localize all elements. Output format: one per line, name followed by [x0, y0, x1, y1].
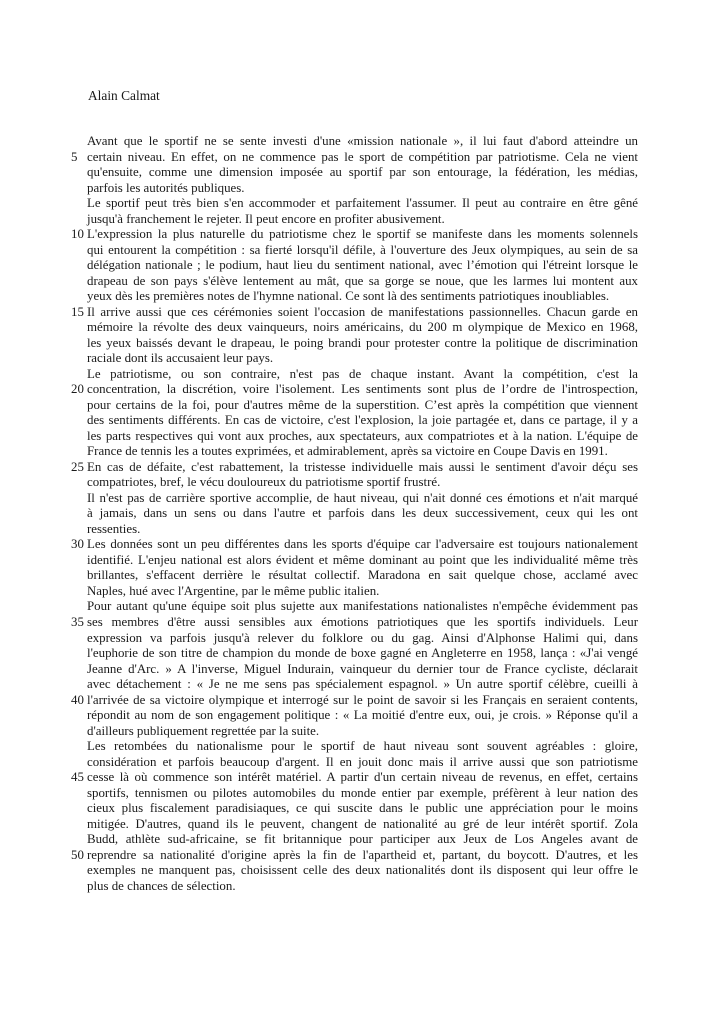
line-text: parfois les autorités publiques.	[87, 180, 245, 195]
line-text: à jamais, dans un sens ou dans l'autre et parfois dans les deux successivement, ceux qui les ont	[87, 506, 638, 521]
line-text: expression va parfois jusqu'à relever du folklore ou du gag. Ainsi d'Alphonse Halimi qui, dans	[87, 630, 638, 645]
line-text: concentration, la discrétion, voire l'isolement. Les sentiments sont plus de l’ordre de l'introspection,	[87, 382, 638, 397]
text-line	[0, 553, 724, 569]
line-text: Les données sont un peu différentes dans les sports d'équipe car l'adversaire est toujours nationalement	[87, 537, 638, 552]
line-text: les parts respectives qui vont aux proches, aux spectateurs, aux compatriotes et à la nation. L'équipe de	[87, 428, 638, 443]
line-text: avec détachement : « Je ne me sens pas spécialement espagnol. » Un autre sportif célèbre, cueilli à	[87, 677, 638, 692]
line-text: drapeau de son pays s'élève lentement au mât, que sa gorge se noue, que les larmes lui montent aux	[87, 273, 638, 288]
text-line	[0, 506, 724, 522]
line-text: jusqu'à franchement le rejeter. Il peut encore en profiter abusivement.	[87, 211, 445, 226]
text-line	[0, 181, 724, 197]
text-line	[0, 305, 724, 321]
line-text: cesse là où commence son intérêt matériel. A partir d'un certain niveau de revenus, en effet, certains	[87, 770, 638, 785]
line-text: Jeanne d'Arc. » A l'inverse, Miguel Indurain, vainqueur du dernier tour de France cycliste, déclarait	[87, 661, 638, 676]
text-line	[0, 150, 724, 166]
line-number: 5	[71, 149, 78, 164]
text-line	[0, 739, 724, 755]
line-text: exemples ne manquent pas, choisissent celle des deux nationalités dont ils disposent qui leur offre le	[87, 863, 638, 878]
line-text: l'arrivée de sa victoire olympique et interrogé sur le point de savoir si les Français en seraient contents,	[87, 692, 638, 707]
line-text: des sentiments différents. En cas de victoire, c'est l'explosion, la joie partagée et, dans ce partage, il y a	[87, 413, 638, 428]
text-line	[0, 212, 724, 228]
line-number: 15	[71, 304, 84, 319]
line-text: brillantes, s'effacent derrière le résultat collectif. Maradona en sait quelque chose, acclamé avec	[87, 568, 638, 583]
text-line	[0, 786, 724, 802]
text-line	[0, 413, 724, 429]
text-line	[0, 336, 724, 352]
text-line	[0, 568, 724, 584]
line-text: Avant que le sportif ne se sente investi d'une «mission nationale », il lui faut d'abord atteindre un	[87, 134, 638, 148]
line-number: 30	[71, 537, 84, 552]
text-line	[0, 398, 724, 414]
line-number: 35	[71, 614, 84, 629]
line-text: En cas de défaite, c'est rabattement, la tristesse individuelle mais aussi le sentiment d'avoir déçu ses	[87, 459, 638, 474]
document-body	[0, 134, 724, 894]
line-text: mémoire la révolte des deux vainqueurs, noirs américains, du 200 m olympique de Mexico en 1968,	[87, 320, 638, 335]
text-line	[0, 832, 724, 848]
text-line	[0, 134, 724, 150]
text-line	[0, 646, 724, 662]
line-text: considération et parfois beaucoup d'argent. Il en jouit donc mais il arrive aussi que son patriotisme	[87, 754, 638, 769]
text-line	[0, 584, 724, 600]
line-text: qui entourent la compétition : sa fierté lorsqu'il défile, à l'ouverture des Jeux olympiques, au sein de sa	[87, 242, 638, 257]
line-text: pour certains de la foi, pour d'autres même de la superstition. C’est après la compétition que viennent	[87, 397, 638, 412]
text-line	[0, 631, 724, 647]
line-text: compatriotes, bref, le vécu douloureux du patriotisme sportif frustré.	[87, 475, 441, 490]
line-text: mitigée. D'autres, quand ils le peuvent, changent de nationalité au gré de leur intérêt sportif. Zola	[87, 816, 638, 831]
text-line	[0, 274, 724, 290]
text-line	[0, 351, 724, 367]
line-text: l'euphorie de son titre de champion du monde de boxe gagné en Angleterre en 1958, lança : «J'ai vengé	[87, 646, 638, 661]
line-text: Il arrive aussi que ces cérémonies soient l'occasion de manifestations passionnelles. Chacun garde en	[87, 304, 638, 319]
line-text: Le patriotisme, ou son contraire, n'est pas de chaque instant. Avant la compétition, c'est la	[87, 366, 638, 381]
text-line	[0, 801, 724, 817]
text-line	[0, 165, 724, 181]
line-number: 45	[71, 770, 84, 785]
text-line	[0, 724, 724, 740]
line-text: délégation nationale ; le podium, haut lieu du sentiment national, avec l’émotion qui l'étreint lorsque le	[87, 258, 638, 273]
text-line	[0, 770, 724, 786]
line-text: d'ailleurs publiquement regrettée par la suite.	[87, 723, 320, 738]
line-text: Il n'est pas de carrière sportive accomplie, de haut niveau, qui n'ait donné ces émotions et n'ait marqué	[87, 490, 638, 505]
text-line	[0, 522, 724, 538]
text-line	[0, 662, 724, 678]
text-line	[0, 289, 724, 305]
text-line	[0, 367, 724, 383]
text-line	[0, 848, 724, 864]
text-line	[0, 817, 724, 833]
line-text: ressenties.	[87, 521, 141, 536]
text-line	[0, 693, 724, 709]
line-text: plus de chances de sélection.	[87, 878, 236, 893]
line-text: Le sportif peut très bien s'en accommoder et parfaitement l'assumer. Il peut au contraire en être gêné	[87, 196, 638, 211]
line-text: cieux plus fiscalement paradisiaques, ce qui suscite dans le public une appréciation pour le moins	[87, 801, 638, 816]
text-line	[0, 475, 724, 491]
line-text: répondit au nom de son engagement politique : « La moitié d'entre eux, oui, je crois. » Réponse qu'il a	[87, 708, 638, 723]
text-line	[0, 196, 724, 212]
line-text: certain niveau. En effet, on ne commence pas le sport de compétition par patriotisme. Cela ne vient	[87, 149, 638, 164]
text-line	[0, 491, 724, 507]
text-line	[0, 320, 724, 336]
line-number: 50	[71, 847, 84, 862]
text-line	[0, 460, 724, 476]
text-line	[0, 677, 724, 693]
text-line	[0, 429, 724, 445]
line-number: 25	[71, 459, 84, 474]
line-text: qu'ensuite, comme une dimension imposée au sportif par son entourage, la fédération, les médias,	[87, 165, 638, 180]
text-line	[0, 382, 724, 398]
text-line	[0, 708, 724, 724]
line-text: Naples, hué avec l'Argentine, par le même public italien.	[87, 583, 380, 598]
text-line	[0, 863, 724, 879]
text-line	[0, 444, 724, 460]
line-text: Budd, athlète sud-africaine, se fit britannique pour participer aux Jeux de Los Angeles avant de	[87, 832, 638, 847]
text-line	[0, 755, 724, 771]
line-text: L'expression la plus naturelle du patriotisme chez le sportif se manifeste dans les moments solennels	[87, 227, 638, 242]
author-name: Alain Calmat	[88, 88, 160, 103]
text-line	[0, 615, 724, 631]
line-text: France de tennis les a toutes exprimées, et admirablement, après sa victoire en Coupe Davis en 1991.	[87, 444, 608, 459]
line-text: raciale dont ils accusaient leur pays.	[87, 351, 274, 366]
line-number: 40	[71, 692, 84, 707]
line-text: identifié. L'enjeu national est alors évident et même dominant au point que les individualité même très	[87, 552, 638, 567]
line-text: Pour autant qu'une équipe soit plus sujette aux manifestations nationalistes n'empêche évidemment pas	[87, 599, 638, 614]
text-line	[0, 537, 724, 553]
line-text: ses membres d'être aussi sensibles aux émotions patriotiques que les sportifs individuels. Leur	[87, 614, 638, 629]
text-line	[0, 258, 724, 274]
text-line	[0, 879, 724, 895]
line-number: 10	[71, 227, 84, 242]
text-line	[0, 599, 724, 615]
line-number: 20	[71, 382, 84, 397]
line-text: reprendre sa nationalité d'origine après la fin de l'apartheid et, partant, du boycott. D'autres, et les	[87, 847, 638, 862]
line-text: les yeux baissés devant le drapeau, le poing brandi pour protester contre la politique de discrimination	[87, 335, 638, 350]
text-line	[0, 227, 724, 243]
text-line	[0, 243, 724, 259]
line-text: sportifs, tennismen ou pilotes automobiles du monde entier par exemple, préfèrent à leur nation des	[87, 785, 638, 800]
line-text: Les retombées du nationalisme pour le sportif de haut niveau sont souvent agréables : gloire,	[87, 739, 638, 754]
line-text: yeux dès les premières notes de l'hymne national. Ce sont là des sentiments patriotiques inoubliables.	[87, 289, 610, 304]
